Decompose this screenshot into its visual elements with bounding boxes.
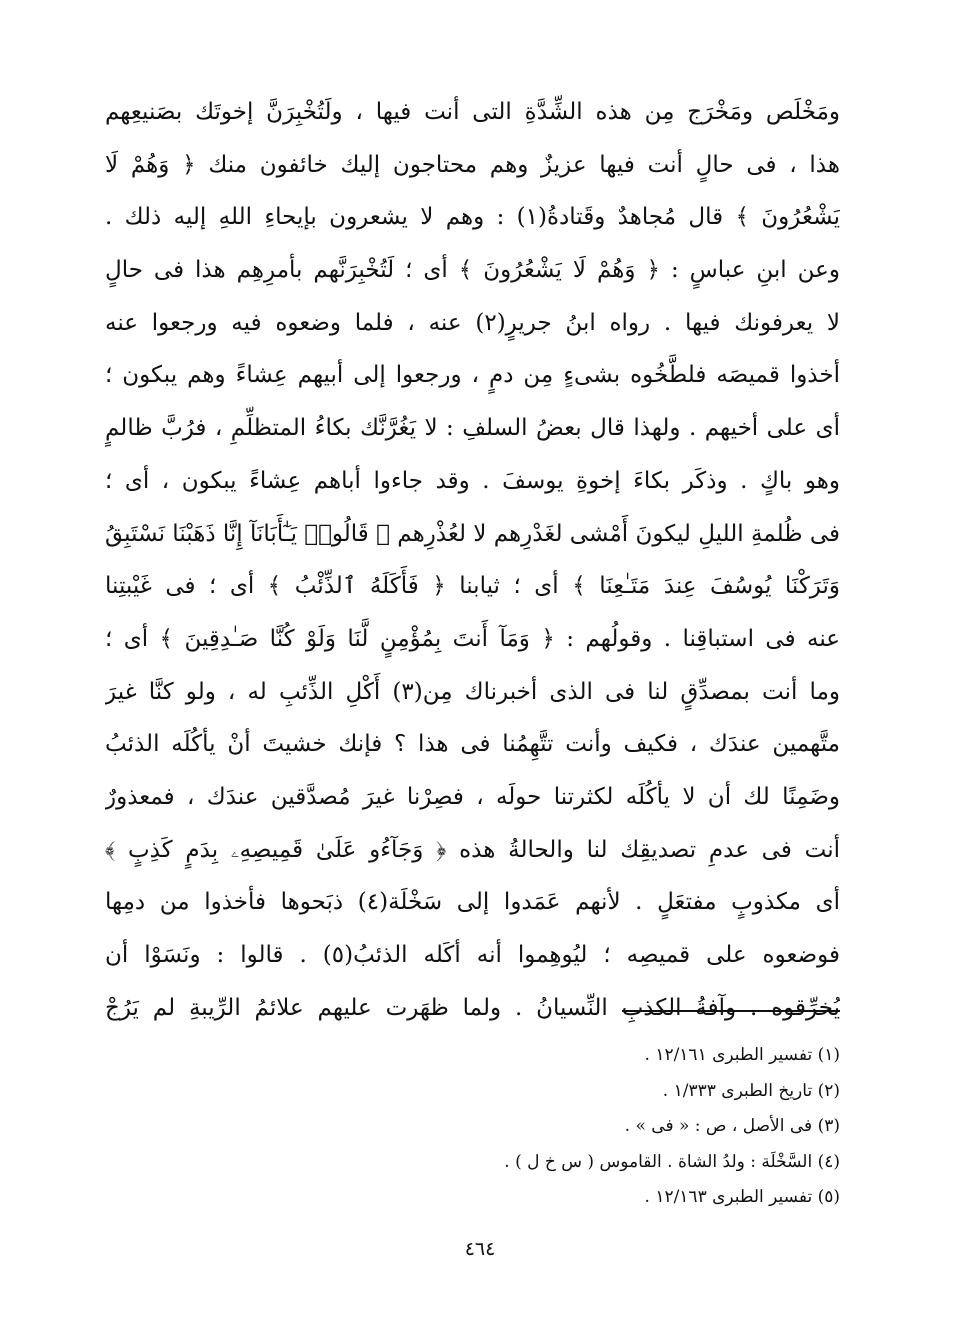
text-line: يَشْعُرُونَ ﴾ قال مُجاهدٌ وقَتادةُ(١) : وهم لا يشعرون بإيحاءِ اللهِ إليه ذلك . bbox=[105, 204, 840, 231]
text-line: أى على أخيهم . ولهذا قال بعضُ السلفِ : لا يَغُرَّنَّك بكاءُ المتظلِّمِ ، فرُبَّ ظالمٍ bbox=[105, 415, 840, 442]
text-line: أى مكذوبٍ مفتعَلٍ . لأنهم عَمَدوا إلى سَخْلَة(٤) ذبَحوها فأخذوا من دمِها bbox=[105, 889, 840, 916]
text-line: وما أنت بمصدِّقٍ لنا فى الذى أخبرناك مِن(٣) أَكْلِ الذِّئبِ له ، ولو كنَّا غيرَ bbox=[105, 678, 840, 705]
footnote: (٣) فى الأصل ، ص : « فى » . bbox=[624, 1116, 840, 1137]
text-line: وَتَرَكْنَا يُوسُفَ عِندَ مَتَـٰعِنَا ﴾ أى ؛ ثيابنا ﴿ فَأَكَلَهُ ٱلذِّئْبُ ﴾ أى ؛ فى غَيْبتِنا bbox=[105, 573, 840, 600]
page-number: ٤٦٤ bbox=[464, 1238, 496, 1260]
text-line: عنه فى استباقِنا . وقولُهم : ﴿ وَمَآ أَنتَ بِمُؤْمِنٍ لَّنَا وَلَوْ كُنَّا صَـٰدِقِينَ ﴾ أى ؛ bbox=[105, 625, 840, 652]
text-line: أخذوا قميصَه فلطَّخُوه بشىءٍ مِن دمٍ ، ورجعوا إلى أبيهم عِشاءً وهم يبكون ؛ bbox=[105, 362, 840, 389]
text-line: هذا ، فى حالٍ أنت فيها عزيزٌ وهم محتاجون إليك خائفون منك ﴿ وَهُمْ لَا bbox=[105, 151, 840, 178]
text-line: ومَخْلَص ومَخْرَج مِن هذه الشِّدَّةِ التى أنت فيها ، ولَتُخْبِرَنَّ إخوتَك بصَنيعِهم bbox=[105, 99, 840, 125]
footnote: (١) تفسير الطبرى ١٢/١٦١ . bbox=[644, 1045, 840, 1065]
text-line: يُخرِّقوه . وآفةُ الكذبِ النِّسيانُ . ولما ظهَرت عليهم علائمُ الرِّيبةِ لم يَرُجْ bbox=[105, 994, 840, 1021]
footnote-divider bbox=[622, 1010, 840, 1012]
footnotes bbox=[340, 1038, 840, 1216]
main-text bbox=[105, 86, 840, 1034]
text-line: فوضعوه على قميصِه ؛ ليُوهِموا أنه أكَله الذئبُ(٥) . قالوا : ونَسَوْا أن bbox=[105, 942, 840, 968]
text-line: فى ظُلمةِ الليلِ ليكونَ أَمْشى لغَدْرِهم لا لعُذْرِهم ﴿ قَالُوا۟ يَـٰٓأَبَانَآ إِنَّا ذَهَبْنَا نَسْتَبِقُ bbox=[105, 520, 840, 547]
text-line: وهو باكٍ . وذكَر بكاءَ إخوةِ يوسفَ . وقد جاءوا أباهم عِشاءً يبكون ، أى ؛ bbox=[105, 467, 840, 494]
text-line: متَّهمين عندَك ، فكيف وأنت تتَّهِمُنا فى هذا ؟ فإنك خشيتَ أنْ يأكُلَه الذئبُ bbox=[105, 731, 840, 758]
footnote: (٥) تفسير الطبرى ١٢/١٦٣ . bbox=[644, 1187, 840, 1208]
text-line: لا يعرفونك فيها . رواه ابنُ جريرٍ(٢) عنه ، فلما وضعوه فيه ورجعوا عنه bbox=[105, 309, 840, 336]
footnote: (٢) تاريخ الطبرى ١/٣٣٣ . bbox=[662, 1080, 840, 1101]
footnote: (٤) السَّخْلَة : ولدُ الشاة . القاموس ( س خ ل ) . bbox=[504, 1151, 840, 1172]
text-line: أنت فى عدمِ تصديقِك لنا والحالةُ هذه ﴿ وَجَآءُو عَلَىٰ قَمِيصِهِۦ بِدَمٍ كَذِبٍ ﴾ bbox=[105, 836, 840, 863]
text-line: وعن ابنِ عباسٍ : ﴿ وَهُمْ لَا يَشْعُرُونَ ﴾ أى ؛ لَتُخْبِرَنَّهم بأمرِهِم هذا فى حالٍ bbox=[105, 257, 840, 284]
text-line: وضَمِنًا لك أن لا يأكُلَه لكثرتنا حولَه ، فصِرْنا غيرَ مُصدَّقين عندَك ، فمعذورٌ bbox=[105, 783, 840, 810]
